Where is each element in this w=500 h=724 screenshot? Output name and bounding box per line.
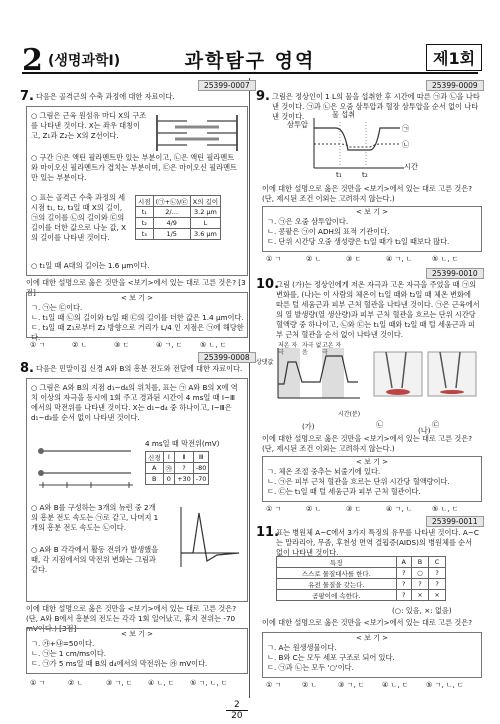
q10-choice-5[interactable]: ⑤ ㄴ, ㄷ [432, 505, 459, 513]
q9-curve-a: ㉠ [402, 124, 410, 133]
q9-bogi-box [262, 206, 482, 252]
q11-choice-5[interactable]: ⑤ ㄱ, ㄴ, ㄷ [426, 681, 464, 689]
q9-curve-b: ㉡ [402, 140, 410, 149]
q10-zone-hot: 고온 자극 [322, 342, 342, 356]
q11-cell: × [411, 590, 428, 601]
q7-cell: 2/… [153, 207, 190, 218]
footer-page: 2 [226, 700, 248, 711]
q7-cell: 1/5 [153, 229, 190, 240]
q10-number: 10. [256, 277, 280, 292]
q8-th-4: Ⅲ [193, 452, 209, 463]
q9-code: 25399-0009 [426, 80, 484, 91]
q8-choice-2[interactable]: ② ㄴ [68, 679, 84, 687]
q9-x-label: 시간 [404, 162, 418, 171]
q8-th-3: Ⅱ [175, 452, 194, 463]
q8-bogi-3: ㄷ. ㉠가 5 ms일 때 B의 d₄에서의 막전위는 ㉮ mV이다. [31, 659, 208, 668]
q11-number: 11. [256, 525, 280, 540]
q8-cell: ㉮ [163, 463, 175, 474]
q9-t2: t₂ [362, 170, 368, 179]
q7-bogi-3: ㄷ. t₃일 때 Z₁로부터 Z₂ 방향으로 거리가 L/4 인 지점은 ㉠에 해당한다. [31, 323, 244, 342]
q8-choice-4[interactable]: ④ ㄴ, ㄷ [148, 679, 175, 687]
q7-bogi-box [26, 292, 248, 342]
q10-stem: 그림 (가)는 정상인에게 저온 자극과 고온 자극을 주었을 때 ㉠의 변화를, (나)는 이 사람의 체온이 t₁일 때와 t₂일 때 체온 변화에 따른 털 세움근과 피부 근처 혈관을 나타낸 것이다. ㉠은 근육에서의 열 발생량(열 생산량)과 피부 근처 혈관을 흐르는 단위 시간당 혈액량 중 하나이고, ㉡와 ㉢는 t₁일 때와 t₂일 때 털 세움근과 피부 근처 혈관을 순서 없이 나타낸 것이다. [276, 280, 480, 339]
q8-cell: +30 [175, 474, 194, 485]
q10-choice-1[interactable]: ① ㄱ [266, 505, 282, 513]
q8-item-1: ○ 그림은 A와 B의 지점 d₁~d₄의 위치를, 표는 ㉠ A와 B의 X에 역치 이상의 자극을 동시에 1회 주고 경과된 시간이 4 ms일 때 I~Ⅲ에서의 막전위를 나타낸 것이다. X는 d₁~d₄ 중 하나이고, I~Ⅲ은 d₁~d₃를 순서 없이 나타낸 것이다. [31, 383, 238, 422]
q7-info-box [26, 106, 248, 276]
osmolarity-graph [300, 114, 410, 180]
q8-code: 25399-0008 [198, 352, 256, 363]
q7-cell: t₃ [136, 229, 154, 240]
q8-bogi-label: < 보 기 > [121, 630, 153, 638]
q10-fig-a: (가) [302, 422, 315, 431]
page-title: 과학탐구 영역 [184, 50, 316, 72]
q9-stem: 그림은 정상인이 1 L의 물을 섭취한 후 시간에 따른 ㉠과 ㉡을 나타낸 것이다. ㉠과 ㉡은 오줌 삼투압과 혈장 삼투압을 순서 없이 나타낸 것이다. [272, 92, 480, 121]
q7-item-2: ○ 구간 ㉠은 액틴 필라멘트만 있는 부분이고, ㉡은 액틴 필라멘트와 마이오신 필라멘트가 겹치는 부분이며, ㉢은 마이오신 필라멘트만 있는 부분이다. [31, 153, 237, 182]
column-divider [249, 78, 250, 698]
q9-number: 9. [256, 89, 270, 104]
q9-choice-2[interactable]: ② ㄴ [306, 255, 322, 263]
q8-cell: 0 [163, 474, 175, 485]
q7-item-3: ○ 표는 골격근 수축 과정의 세 시점 t₁, t₂, t₃일 때 X의 길이, ㉠의 길이를 ㉡의 길이와 ㉢의 길이를 더한 값으로 나눈 값, X의 길이를 나타낸 것이다. [31, 193, 127, 242]
q11-bogi-1: ㄱ. A는 원생생물이다. [267, 643, 337, 652]
q7-choice-4[interactable]: ④ ㄱ, ㄷ [156, 341, 183, 349]
q10-choice-3[interactable]: ③ ㄷ [346, 505, 362, 513]
q9-choice-3[interactable]: ③ ㄷ [346, 255, 362, 263]
q11-cell: ? [411, 579, 428, 590]
q8-info-box [26, 378, 248, 602]
q7-bogi-2: ㄴ. t₁일 때 ㉡의 길이와 t₂일 때 ㉢의 길이를 더한 값은 1.4 μm이다. [31, 313, 244, 322]
q11-legend: (○: 있음, ×: 없음) [392, 606, 452, 615]
q7-table [135, 195, 221, 240]
q8-question: 이에 대한 설명으로 옳은 것만을 <보기>에서 있는 대로 고른 것은? (단, A와 B에서 흥분의 전도는 각각 1회 일어났고, 휴지 전위는 -70 mV이다.) [3점] [26, 604, 237, 633]
q9-water-label: 물 섭취 [332, 110, 356, 119]
q7-th-2: (㉠+㉡)/㉢ [153, 196, 190, 207]
q9-choice-4[interactable]: ④ ㄱ, ㄴ [386, 255, 413, 263]
q8-item-2: ○ A와 B를 구성하는 3개의 뉴런 중 2개의 흥분 전도 속도는 ㉠로 같고, 나머지 1개의 흥분 전도 속도는 ㉡이다. [31, 503, 159, 532]
q7-th-3: X의 길이 [190, 196, 220, 207]
q10-question: 이에 대한 설명으로 옳은 것만을 <보기>에서 있는 대로 고른 것은? (단, 제시된 조건 이외는 고려하지 않는다.) [262, 434, 473, 453]
q11-cell: ? [396, 568, 411, 579]
q7-choice-5[interactable]: ⑤ ㄴ, ㄷ [200, 341, 227, 349]
q11-th-2: A [396, 557, 411, 568]
q7-cell: t₂ [136, 218, 154, 229]
q9-choice-1[interactable]: ① ㄱ [266, 255, 282, 263]
q10-x-label: 시간(분) [338, 411, 361, 418]
q9-question: 이에 대한 설명으로 옳은 것만을 <보기>에서 있는 대로 고른 것은? (단, 제시된 조건 이외는 고려하지 않는다.) [262, 184, 473, 203]
q11-bogi-label: < 보 기 > [356, 634, 388, 642]
q11-th-4: C [429, 557, 446, 568]
q8-table [145, 451, 209, 485]
q9-bogi-2: ㄴ. 콩팥은 ㉠이 ADH의 표적 기관이다. [267, 227, 390, 236]
q8-choice-3[interactable]: ③ ㄱ, ㄷ [106, 679, 133, 687]
q7-number: 7. [20, 89, 34, 104]
q7-th-1: 시점 [136, 196, 154, 207]
q7-bogi-label: < 보 기 > [121, 294, 153, 302]
q11-bogi-2: ㄴ. B와 C는 모두 세포 구조로 되어 있다. [267, 653, 395, 662]
q11-cell: ? [429, 579, 446, 590]
q11-cell: ○ [411, 568, 428, 579]
q7-stem: 다음은 골격근의 수축 과정에 대한 자료이다. [36, 92, 175, 101]
q7-item-1: ○ 그림은 근육 원섬유 마디 X의 구조를 나타낸 것이다. X는 좌우 대칭이고, Z₁과 Z₂는 X의 Z선이다. [31, 111, 147, 140]
q7-question: 이에 대한 설명으로 옳은 것만을 <보기>에서 있는 대로 고른 것은? [3점] [26, 278, 246, 297]
membrane-potential-graph [167, 503, 241, 573]
q11-cell: 곰팡이에 속한다. [277, 590, 397, 601]
q8-item-3: ○ A와 B 각각에서 활동 전위가 발생했을 때, 각 지점에서의 막전위 변화는 그림과 같다. [31, 545, 159, 574]
q8-bogi-2: ㄴ. ㉠는 1 cm/ms이다. [31, 649, 107, 658]
q8-cell: ? [175, 463, 194, 474]
q7-choice-2[interactable]: ② ㄴ [72, 341, 88, 349]
q8-choice-1[interactable]: ① ㄱ [30, 679, 46, 687]
q10-zone-none: 자극 없음 [302, 342, 322, 356]
q11-cell: ? [429, 568, 446, 579]
q7-cell: 4/9 [153, 218, 190, 229]
q11-choice-3[interactable]: ③ ㄱ, ㄷ [338, 681, 365, 689]
q11-cell: 유전 물질을 갖는다. [277, 579, 397, 590]
q10-bogi-3: ㄷ. ㉢는 t₁일 때 털 세움근과 피부 근처 혈관이다. [267, 487, 421, 496]
q8-choice-5[interactable]: ⑤ ㄱ, ㄴ, ㄷ [190, 679, 228, 687]
q10-bogi-box [262, 456, 482, 502]
q8-cell: -70 [193, 474, 209, 485]
subject-label: (생명과학Ⅰ) [48, 53, 121, 69]
q11-bogi-3: ㄷ. ㉠과 ㉡는 모두 '○'이다. [267, 663, 354, 672]
nerve-diagram [33, 437, 137, 491]
q9-bogi-label: < 보 기 > [356, 208, 388, 216]
sarcomere-diagram [151, 111, 243, 155]
q11-table [276, 556, 446, 601]
q10-fig-b: (나) [418, 426, 431, 435]
q8-cell: -80 [193, 463, 209, 474]
q9-bogi-1: ㄱ. ㉠은 오줌 삼투압이다. [267, 217, 349, 226]
q7-cell: 3.6 μm [190, 229, 220, 240]
q11-code: 25399-0011 [426, 516, 484, 527]
skin-diagram [372, 344, 480, 416]
q10-bogi-label: < 보 기 > [356, 458, 388, 466]
q8-th-2: Ⅰ [163, 452, 175, 463]
q7-bogi-1: ㄱ. ㉠는 ㉢이다. [31, 303, 83, 312]
q10-fig-q: ㉢ [432, 420, 440, 429]
header-rule [22, 72, 478, 74]
q11-stem: 표는 병원체 A~C에서 3가지 특징의 유무를 나타낸 것이다. A~C는 말라리아, 무좀, 후천성 면역 결핍증(AIDS)의 병원체를 순서 없이 나타낸 것이다. [276, 528, 479, 557]
q10-y-label: 상댓값 [256, 359, 274, 366]
q10-choice-2[interactable]: ② ㄴ [306, 505, 322, 513]
q10-bogi-2: ㄴ. ㉠은 피부 근처 혈관을 흐르는 단위 시간당 혈액량이다. [267, 477, 450, 486]
q8-number: 8. [20, 361, 34, 376]
q8-th-1: 신경 [146, 452, 164, 463]
q7-choice-3[interactable]: ③ ㄷ [114, 341, 130, 349]
round-badge: 제1회 [426, 44, 482, 71]
q11-th-1: 특징 [277, 557, 397, 568]
q7-cell: 3.2 μm [190, 207, 220, 218]
q11-cell: ? [396, 579, 411, 590]
q10-code: 25399-0010 [426, 268, 484, 279]
q7-choice-1[interactable]: ① ㄱ [30, 341, 46, 349]
q11-choice-1[interactable]: ① ㄱ [266, 681, 282, 689]
q8-cell: B [146, 474, 164, 485]
q11-cell: ? [396, 590, 411, 601]
q7-cell: L [190, 218, 220, 229]
q9-y-label: 삼투압 [287, 120, 308, 129]
q11-th-3: B [411, 557, 428, 568]
q9-bogi-3: ㄷ. 단위 시간당 오줌 생성량은 t₁일 때가 t₂일 때보다 많다. [267, 237, 450, 246]
q11-cell: 스스로 물질대사를 한다. [277, 568, 397, 579]
q8-stem: 다음은 민말이집 신경 A와 B의 흥분 전도와 전달에 대한 자료이다. [36, 364, 243, 373]
q10-bogi-1: ㄱ. 체온 조절 중추는 뇌줄기에 있다. [267, 467, 381, 476]
q7-cell: t₁ [136, 207, 154, 218]
page-footer [226, 700, 248, 721]
q8-table-title: 4 ms일 때 막전위(mV) [145, 439, 220, 448]
q10-zone-cold: 저온 자극 [278, 342, 298, 356]
q7-code: 25399-0007 [198, 80, 256, 91]
page-number: 2 [22, 43, 43, 78]
q11-choice-4[interactable]: ④ ㄴ, ㄷ [382, 681, 409, 689]
q10-choice-4[interactable]: ④ ㄱ, ㄴ [386, 505, 413, 513]
q9-choice-5[interactable]: ⑤ ㄴ, ㄷ [432, 255, 459, 263]
q11-bogi-box [262, 632, 482, 678]
q7-item-4: ○ t₁일 때 A대의 길이는 1.6 μm이다. [31, 261, 150, 270]
footer-total: 20 [231, 711, 243, 721]
q11-choice-2[interactable]: ② ㄴ [302, 681, 318, 689]
q11-cell: × [429, 590, 446, 601]
q11-question: 이에 대한 설명으로 옳은 것만을 <보기>에서 있는 대로 고른 것은? [262, 618, 473, 627]
q8-bogi-box [26, 628, 248, 674]
q8-cell: A [146, 463, 164, 474]
q8-bogi-1: ㄱ. ㉮+㉯=50이다. [31, 639, 95, 648]
q10-fig-p: ㉡ [376, 420, 384, 429]
q9-t1: t₁ [336, 170, 342, 179]
